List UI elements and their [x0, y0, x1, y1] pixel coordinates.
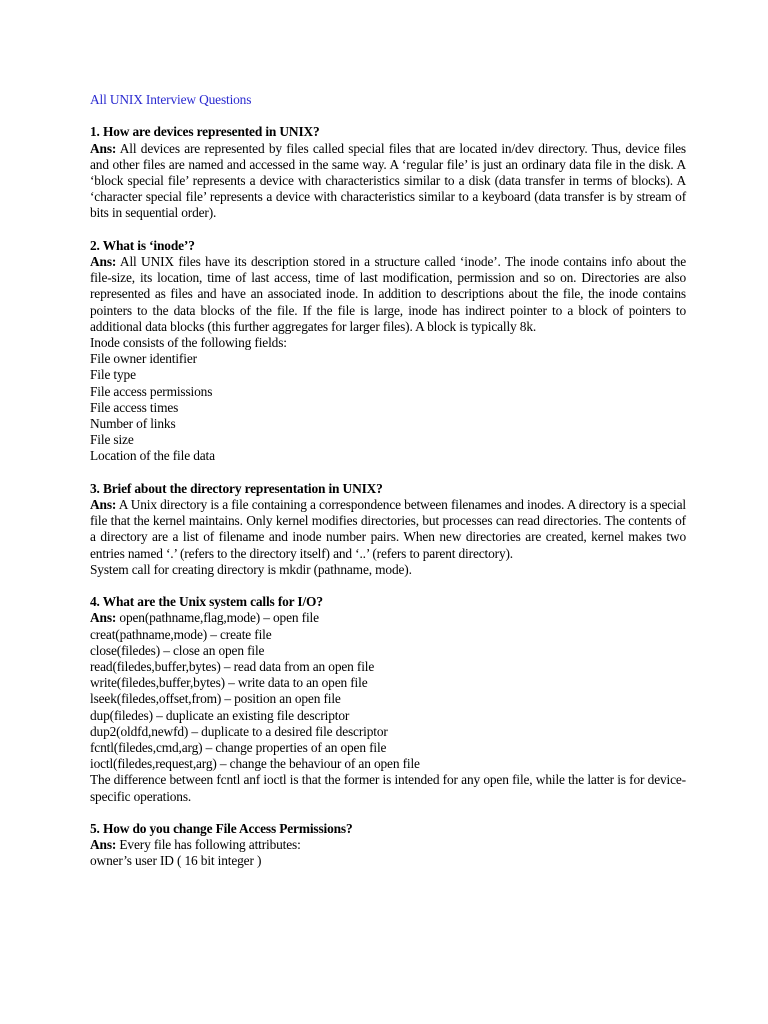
answer-paragraph: [90, 610, 686, 626]
answer-line: lseek(filedes,offset,from) – position an open file: [90, 691, 341, 707]
spacer: [90, 108, 686, 124]
question-heading: 2. What is ‘inode’?: [90, 237, 195, 253]
answer-line: Number of links: [90, 416, 176, 432]
question-heading: 4. What are the Unix system calls for I/O?: [90, 594, 323, 610]
answer-paragraph: [90, 141, 686, 222]
answer-label: Ans:: [90, 140, 117, 156]
answer-line: Location of the file data: [90, 448, 215, 464]
answer-text: A Unix directory is a file containing a correspondence between filenames and inodes. A directory is a special file that the kernel maintains. Only kernel modifies directories, but processes can read directories. The contents of a directory are a list of filename and inode number pairs. When new directories are created, kernel makes two entries named ‘.’ (refers to the directory itself) and ‘..’ (refers to parent directory).: [90, 497, 686, 561]
answer-line: Inode consists of the following fields:: [90, 335, 287, 350]
question-block: [90, 594, 686, 821]
answer-line: dup(filedes) – duplicate an existing file descriptor: [90, 707, 350, 723]
question-heading: 5. How do you change File Access Permissions?: [90, 821, 353, 837]
answer-line: File access times: [90, 399, 179, 415]
document-body: [90, 92, 686, 870]
answer-line: File access permissions: [90, 383, 213, 399]
answer-line: The difference between fcntl anf ioctl is that the former is intended for any open file, while the latter is for device-specific operations.: [90, 772, 686, 804]
document-title: All UNIX Interview Questions: [90, 92, 252, 107]
answer-label: Ans:: [90, 610, 117, 626]
question-block: [90, 821, 686, 870]
answer-line: read(filedes,buffer,bytes) – read data from an open file: [90, 659, 375, 675]
answer-line: File owner identifier: [90, 351, 197, 367]
question-block: [90, 124, 686, 237]
answer-paragraph: [90, 254, 686, 335]
answer-paragraph: [90, 497, 686, 562]
spacer: [90, 222, 686, 238]
answer-line: creat(pathname,mode) – create file: [90, 626, 272, 642]
question-block: [90, 481, 686, 594]
answer-line: System call for creating directory is mkdir (pathname, mode).: [90, 561, 412, 577]
answer-line: fcntl(filedes,cmd,arg) – change properties of an open file: [90, 740, 387, 756]
answer-text: Every file has following attributes:: [116, 837, 301, 853]
question-list: [90, 124, 686, 869]
answer-line: File size: [90, 432, 134, 448]
answer-line: write(filedes,buffer,bytes) – write data to an open file: [90, 675, 368, 691]
answer-text: open(pathname,flag,mode) – open file: [116, 610, 319, 626]
answer-line: File type: [90, 367, 136, 383]
question-heading: 3. Brief about the directory representation in UNIX?: [90, 480, 383, 496]
answer-text: All UNIX files have its description stored in a structure called ‘inode’. The inode contains info about the file-size, its location, time of last access, time of last modification, permission and so on. Directories are also represented as files and have an associated inode. In addition to descriptions about the file, the inode contains pointers to the data blocks of the file. If the file is large, inode has indirect pointer to a block of pointers to additional data blocks (this further aggregates for larger files). A block is typically 8k.: [90, 253, 686, 334]
answer-paragraph: [90, 837, 686, 853]
answer-label: Ans:: [90, 253, 117, 269]
spacer: [90, 465, 686, 481]
answer-line: dup2(oldfd,newfd) – duplicate to a desired file descriptor: [90, 723, 388, 739]
spacer: [90, 578, 686, 594]
spacer: [90, 805, 686, 821]
answer-line: ioctl(filedes,request,arg) – change the behaviour of an open file: [90, 756, 420, 772]
answer-label: Ans:: [90, 837, 117, 853]
answer-text: All devices are represented by files called special files that are located in/dev directory. Thus, device files and other files are named and accessed in the same way. A ‘regular file’ is just an ordinary data file in the disk. A ‘block special file’ represents a device with characteristics similar to a disk (data transfer in terms of blocks). A ‘character special file’ represents a device with characteristics similar to a keyboard (data transfer is by stream of bits in sequential order).: [90, 140, 686, 221]
answer-label: Ans:: [90, 497, 117, 513]
answer-line: close(filedes) – close an open file: [90, 642, 265, 658]
question-block: [90, 238, 686, 481]
question-heading: 1. How are devices represented in UNIX?: [90, 124, 320, 140]
answer-line: owner’s user ID ( 16 bit integer ): [90, 853, 262, 869]
